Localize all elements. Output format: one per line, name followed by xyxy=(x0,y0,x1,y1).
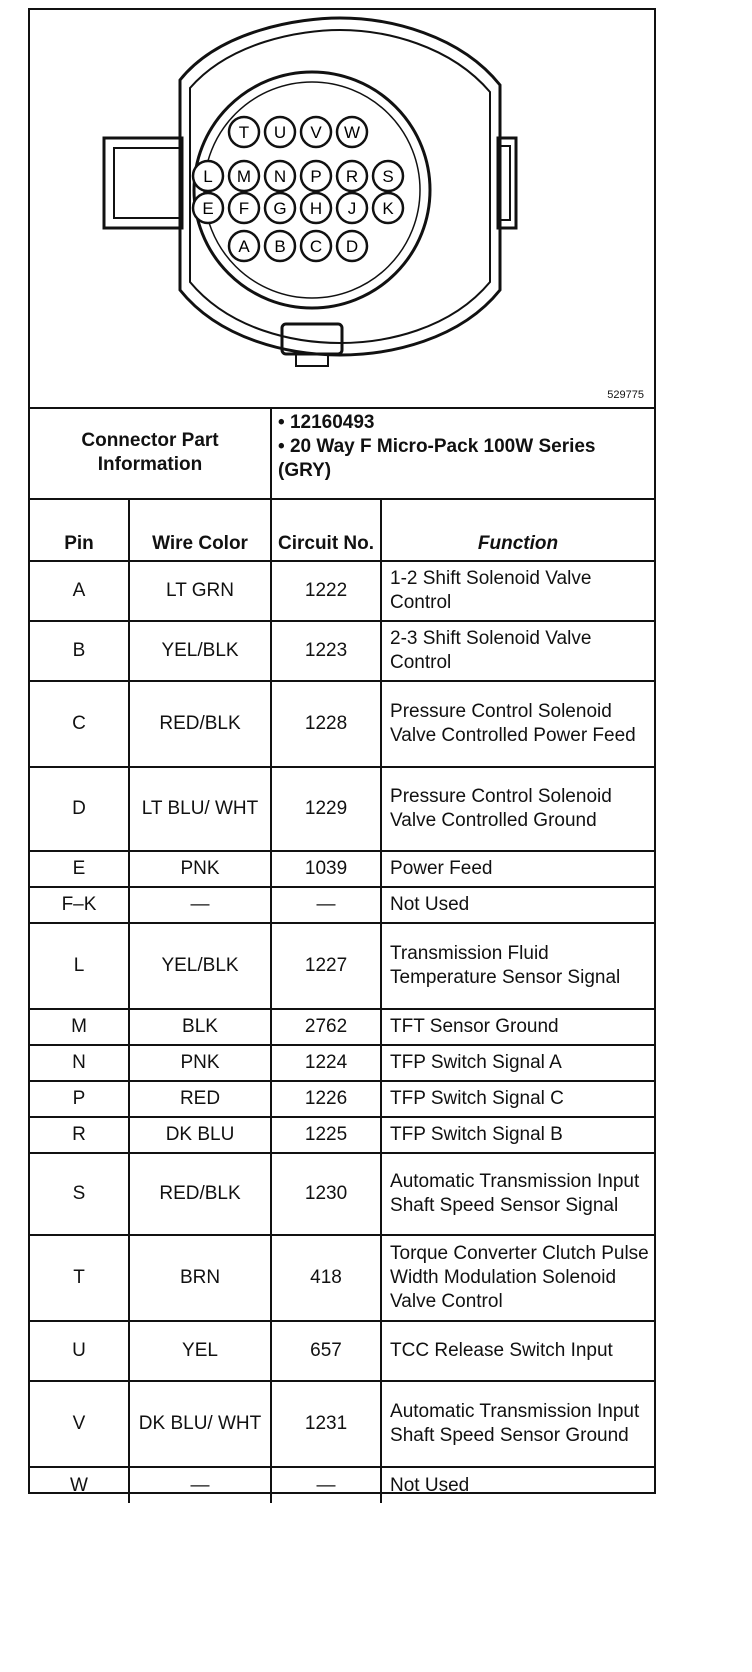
pin-cell: W xyxy=(30,1467,129,1503)
pin-cell: F–K xyxy=(30,887,129,923)
function-cell: TFP Switch Signal C xyxy=(381,1081,654,1117)
function-cell: TFP Switch Signal A xyxy=(381,1045,654,1081)
function-cell: Pressure Control Solenoid Valve Controlled Power Feed xyxy=(381,681,654,767)
column-header-row xyxy=(30,499,654,561)
pin-label-F: F xyxy=(238,199,250,218)
pin-label-S: S xyxy=(382,167,394,186)
pin-label-V: V xyxy=(310,123,322,142)
table-row xyxy=(30,1009,654,1045)
pin-label-R: R xyxy=(345,167,359,186)
circuit-cell: 2762 xyxy=(271,1009,381,1045)
table-row xyxy=(30,621,654,681)
table-row xyxy=(30,681,654,767)
circuit-cell: 1229 xyxy=(271,767,381,851)
header-circuit: Circuit No. xyxy=(271,499,381,561)
table-row xyxy=(30,851,654,887)
pin-cell: V xyxy=(30,1381,129,1467)
connector-face-drawing xyxy=(30,10,654,407)
pin-cell: R xyxy=(30,1117,129,1153)
circuit-cell: 1226 xyxy=(271,1081,381,1117)
pin-cell: S xyxy=(30,1153,129,1235)
function-cell: Not Used xyxy=(381,1467,654,1503)
pin-label-L: L xyxy=(203,167,213,186)
pin-label-H: H xyxy=(309,199,323,218)
connector-diagram xyxy=(30,10,654,409)
circuit-cell: — xyxy=(271,1467,381,1503)
circuit-cell: 1224 xyxy=(271,1045,381,1081)
connector-info-label: Connector Part Information xyxy=(30,407,271,499)
wire-color-cell: YEL/BLK xyxy=(129,923,271,1009)
pin-label-N: N xyxy=(273,167,287,186)
header-pin: Pin xyxy=(30,499,129,561)
function-cell: Pressure Control Solenoid Valve Controlled Ground xyxy=(381,767,654,851)
pin-label-C: C xyxy=(309,237,323,256)
pin-label-J: J xyxy=(347,199,357,218)
pin-cell: L xyxy=(30,923,129,1009)
connector-series: • 20 Way F Micro-Pack 100W Series (GRY) xyxy=(278,436,596,481)
circuit-cell: 1228 xyxy=(271,681,381,767)
connector-info-row xyxy=(30,407,654,499)
table-row xyxy=(30,767,654,851)
function-cell: Not Used xyxy=(381,887,654,923)
wire-color-cell: LT GRN xyxy=(129,561,271,621)
wire-color-cell: BRN xyxy=(129,1235,271,1321)
left-latch-inner xyxy=(114,148,180,218)
pin-label-D: D xyxy=(345,237,359,256)
function-cell: Transmission Fluid Temperature Sensor Signal xyxy=(381,923,654,1009)
wire-color-cell: YEL/BLK xyxy=(129,621,271,681)
function-cell: 2-3 Shift Solenoid Valve Control xyxy=(381,621,654,681)
part-number: • 12160493 xyxy=(278,412,375,433)
pin-label-E: E xyxy=(202,199,214,218)
function-cell: TFT Sensor Ground xyxy=(381,1009,654,1045)
table-row xyxy=(30,887,654,923)
table-row xyxy=(30,923,654,1009)
wire-color-cell: RED xyxy=(129,1081,271,1117)
table-row xyxy=(30,561,654,621)
connector-info-bullets xyxy=(271,407,654,499)
pin-cell: P xyxy=(30,1081,129,1117)
wire-color-cell: YEL xyxy=(129,1321,271,1381)
circuit-cell: 1223 xyxy=(271,621,381,681)
wire-color-cell: — xyxy=(129,887,271,923)
circuit-cell: 1227 xyxy=(271,923,381,1009)
pin-label-B: B xyxy=(274,237,286,256)
circuit-cell: 418 xyxy=(271,1235,381,1321)
table-row xyxy=(30,1381,654,1467)
circuit-cell: 1039 xyxy=(271,851,381,887)
pin-cell: N xyxy=(30,1045,129,1081)
function-cell: Automatic Transmission Input Shaft Speed Sensor Ground xyxy=(381,1381,654,1467)
table-row xyxy=(30,1045,654,1081)
function-cell: 1-2 Shift Solenoid Valve Control xyxy=(381,561,654,621)
wire-color-cell: LT BLU/ WHT xyxy=(129,767,271,851)
left-latch xyxy=(104,138,182,228)
function-cell: Automatic Transmission Input Shaft Speed Sensor Signal xyxy=(381,1153,654,1235)
function-cell: TCC Release Switch Input xyxy=(381,1321,654,1381)
pin-cell: D xyxy=(30,767,129,851)
circuit-cell: 657 xyxy=(271,1321,381,1381)
pin-cell: B xyxy=(30,621,129,681)
wire-color-cell: PNK xyxy=(129,851,271,887)
figure-reference-number: 529775 xyxy=(607,389,644,401)
circuit-cell: — xyxy=(271,887,381,923)
pin-cell: T xyxy=(30,1235,129,1321)
circuit-cell: 1230 xyxy=(271,1153,381,1235)
pin-label-K: K xyxy=(382,199,394,218)
pin-cell: M xyxy=(30,1009,129,1045)
pin-label-M: M xyxy=(236,167,252,186)
table-row xyxy=(30,1467,654,1503)
pin-label-T: T xyxy=(238,123,250,142)
pin-cell: E xyxy=(30,851,129,887)
circuit-cell: 1222 xyxy=(271,561,381,621)
pin-label-P: P xyxy=(310,167,322,186)
circuit-cell: 1231 xyxy=(271,1381,381,1467)
connector-sheet xyxy=(28,8,656,1494)
table-row xyxy=(30,1117,654,1153)
pin-label-U: U xyxy=(273,123,287,142)
pin-cell: A xyxy=(30,561,129,621)
wire-color-cell: PNK xyxy=(129,1045,271,1081)
circuit-cell: 1225 xyxy=(271,1117,381,1153)
function-cell: Power Feed xyxy=(381,851,654,887)
pin-label-A: A xyxy=(238,237,250,256)
header-wire-color: Wire Color xyxy=(129,499,271,561)
wire-color-cell: — xyxy=(129,1467,271,1503)
header-function: Function xyxy=(381,499,654,561)
wire-color-cell: BLK xyxy=(129,1009,271,1045)
wire-color-cell: DK BLU/ WHT xyxy=(129,1381,271,1467)
table-row xyxy=(30,1153,654,1235)
wire-color-cell: RED/BLK xyxy=(129,1153,271,1235)
table-row xyxy=(30,1235,654,1321)
function-cell: TFP Switch Signal B xyxy=(381,1117,654,1153)
wire-color-cell: RED/BLK xyxy=(129,681,271,767)
pinout-table xyxy=(30,407,654,1503)
function-cell: Torque Converter Clutch Pulse Width Modulation Solenoid Valve Control xyxy=(381,1235,654,1321)
pin-label-G: G xyxy=(273,199,287,218)
table-row xyxy=(30,1321,654,1381)
table-row xyxy=(30,1081,654,1117)
pin-cell: C xyxy=(30,681,129,767)
pin-label-W: W xyxy=(343,123,361,142)
pin-cell: U xyxy=(30,1321,129,1381)
wire-color-cell: DK BLU xyxy=(129,1117,271,1153)
